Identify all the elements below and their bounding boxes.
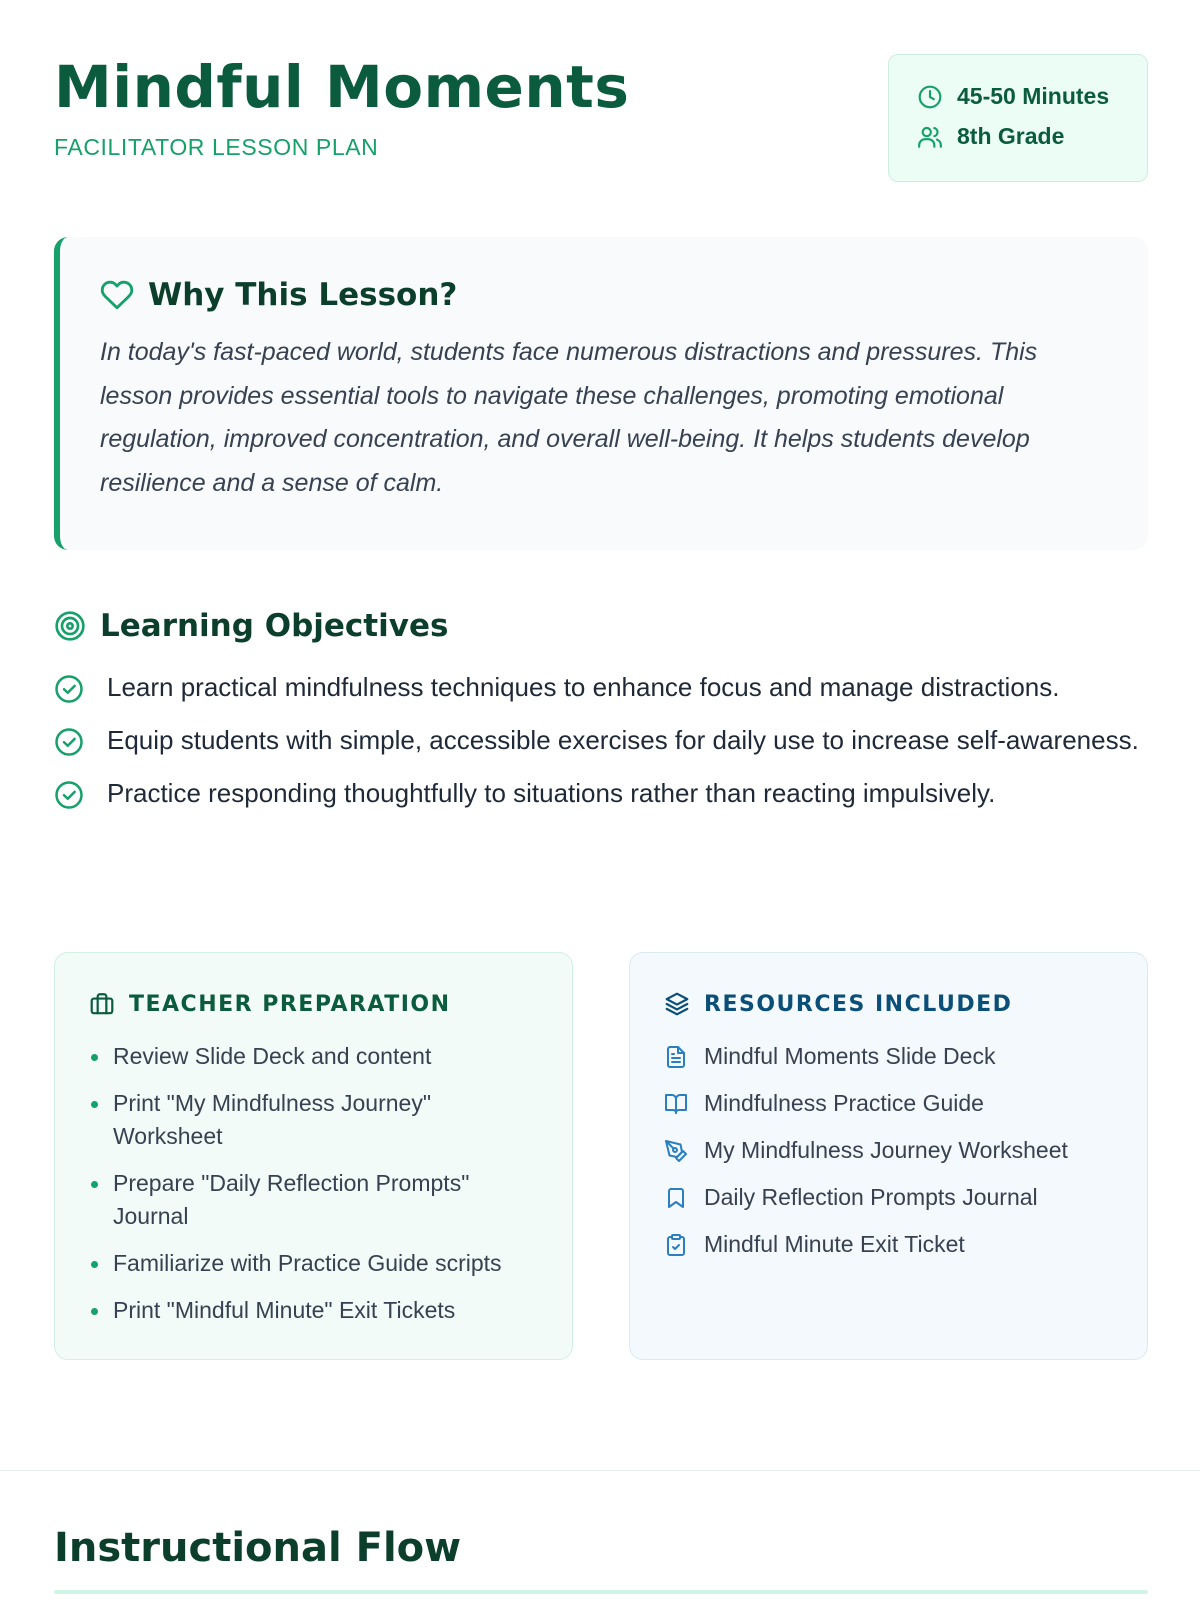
preparation-item: [89, 1294, 543, 1327]
resources-included-card: [629, 952, 1148, 1360]
learning-objectives-section: [54, 603, 1148, 826]
objective-item: [54, 667, 1167, 707]
layers-icon: [664, 991, 690, 1017]
pen-tool-icon: [664, 1139, 688, 1163]
preparation-text: Prepare "Daily Reflection Prompts" Journal: [113, 1170, 470, 1229]
target-icon: [54, 610, 86, 642]
resource-item: [664, 1040, 1113, 1073]
header: [54, 52, 1148, 184]
check-circle-icon: [54, 727, 84, 757]
check-circle-icon: [54, 674, 84, 704]
bullet-dot: [91, 1181, 98, 1188]
grade-row: [917, 123, 1064, 150]
learning-objectives-title: Learning Objectives: [100, 608, 449, 644]
book-open-icon: [664, 1092, 688, 1116]
file-icon: [664, 1045, 688, 1069]
resource-label: Daily Reflection Prompts Journal: [704, 1184, 1038, 1210]
page-title: Mindful Moments: [54, 53, 630, 121]
resource-label: Mindful Moments Slide Deck: [704, 1043, 996, 1069]
check-circle-icon: [54, 780, 84, 810]
resources-included-title: RESOURCES INCLUDED: [704, 991, 1013, 1017]
resource-item: [664, 1087, 1113, 1120]
objective-text: Equip students with simple, accessible exercises for daily use to increase self-awareness.: [107, 725, 1139, 755]
resource-label: Mindful Minute Exit Ticket: [704, 1231, 965, 1257]
why-lesson-heading: [100, 275, 1108, 315]
resource-label: Mindfulness Practice Guide: [704, 1090, 984, 1116]
teacher-preparation-card: [54, 952, 573, 1360]
objective-text: Learn practical mindfulness techniques to enhance focus and manage distractions.: [107, 672, 1060, 702]
objective-item: [54, 773, 1167, 813]
objective-item: [54, 720, 1167, 760]
preparation-item: [89, 1247, 543, 1280]
heart-icon: [100, 278, 134, 312]
lesson-meta-box: [888, 54, 1148, 182]
bullet-dot: [91, 1101, 98, 1108]
clock-icon: [917, 84, 943, 110]
preparation-text: Print "Mindful Minute" Exit Tickets: [113, 1297, 456, 1323]
resource-item: [664, 1228, 1113, 1261]
bullet-dot: [91, 1308, 98, 1315]
objective-text: Practice responding thoughtfully to situations rather than reacting impulsively.: [107, 778, 996, 808]
objectives-list: [54, 667, 1148, 813]
preparation-text: Familiarize with Practice Guide scripts: [113, 1250, 502, 1276]
instructional-flow-title: Instructional Flow: [54, 1525, 462, 1571]
resources-list: [664, 1040, 1113, 1261]
resource-item: [664, 1181, 1113, 1214]
teacher-preparation-heading: [89, 987, 538, 1021]
preparation-item: [89, 1040, 543, 1073]
preparation-text: Print "My Mindfulness Journey" Worksheet: [113, 1090, 432, 1149]
page-subtitle: FACILITATOR LESSON PLAN: [54, 134, 379, 160]
bookmark-icon: [664, 1186, 688, 1210]
why-lesson-title: Why This Lesson?: [148, 277, 458, 313]
preparation-item: [89, 1087, 543, 1153]
resource-label: My Mindfulness Journey Worksheet: [704, 1137, 1068, 1163]
grade-label: 8th Grade: [957, 123, 1065, 149]
resources-included-heading: [664, 987, 1113, 1021]
preparation-list: [89, 1040, 538, 1327]
duration-row: [917, 83, 1109, 110]
learning-objectives-heading: [54, 603, 1148, 649]
bullet-dot: [91, 1054, 98, 1061]
why-lesson-text: In today's fast-paced world, students face numerous distractions and pressures. This lesson provides essential tools to navigate these challenges, promoting emotional regulation, improved concentration, and overall well-being. It helps students develop resilience and a sense of calm.: [100, 338, 1038, 497]
resource-item: [664, 1134, 1113, 1167]
teacher-preparation-title: TEACHER PREPARATION: [129, 991, 451, 1017]
preparation-item: [89, 1167, 543, 1233]
preparation-text: Review Slide Deck and content: [113, 1043, 432, 1069]
clipboard-check-icon: [664, 1233, 688, 1257]
section-divider: [0, 1470, 1200, 1471]
instructional-flow-underline: [54, 1590, 1148, 1594]
users-icon: [917, 124, 943, 150]
duration-label: 45-50 Minutes: [957, 83, 1110, 109]
bullet-dot: [91, 1261, 98, 1268]
briefcase-icon: [89, 991, 115, 1017]
why-lesson-box: [54, 237, 1148, 550]
